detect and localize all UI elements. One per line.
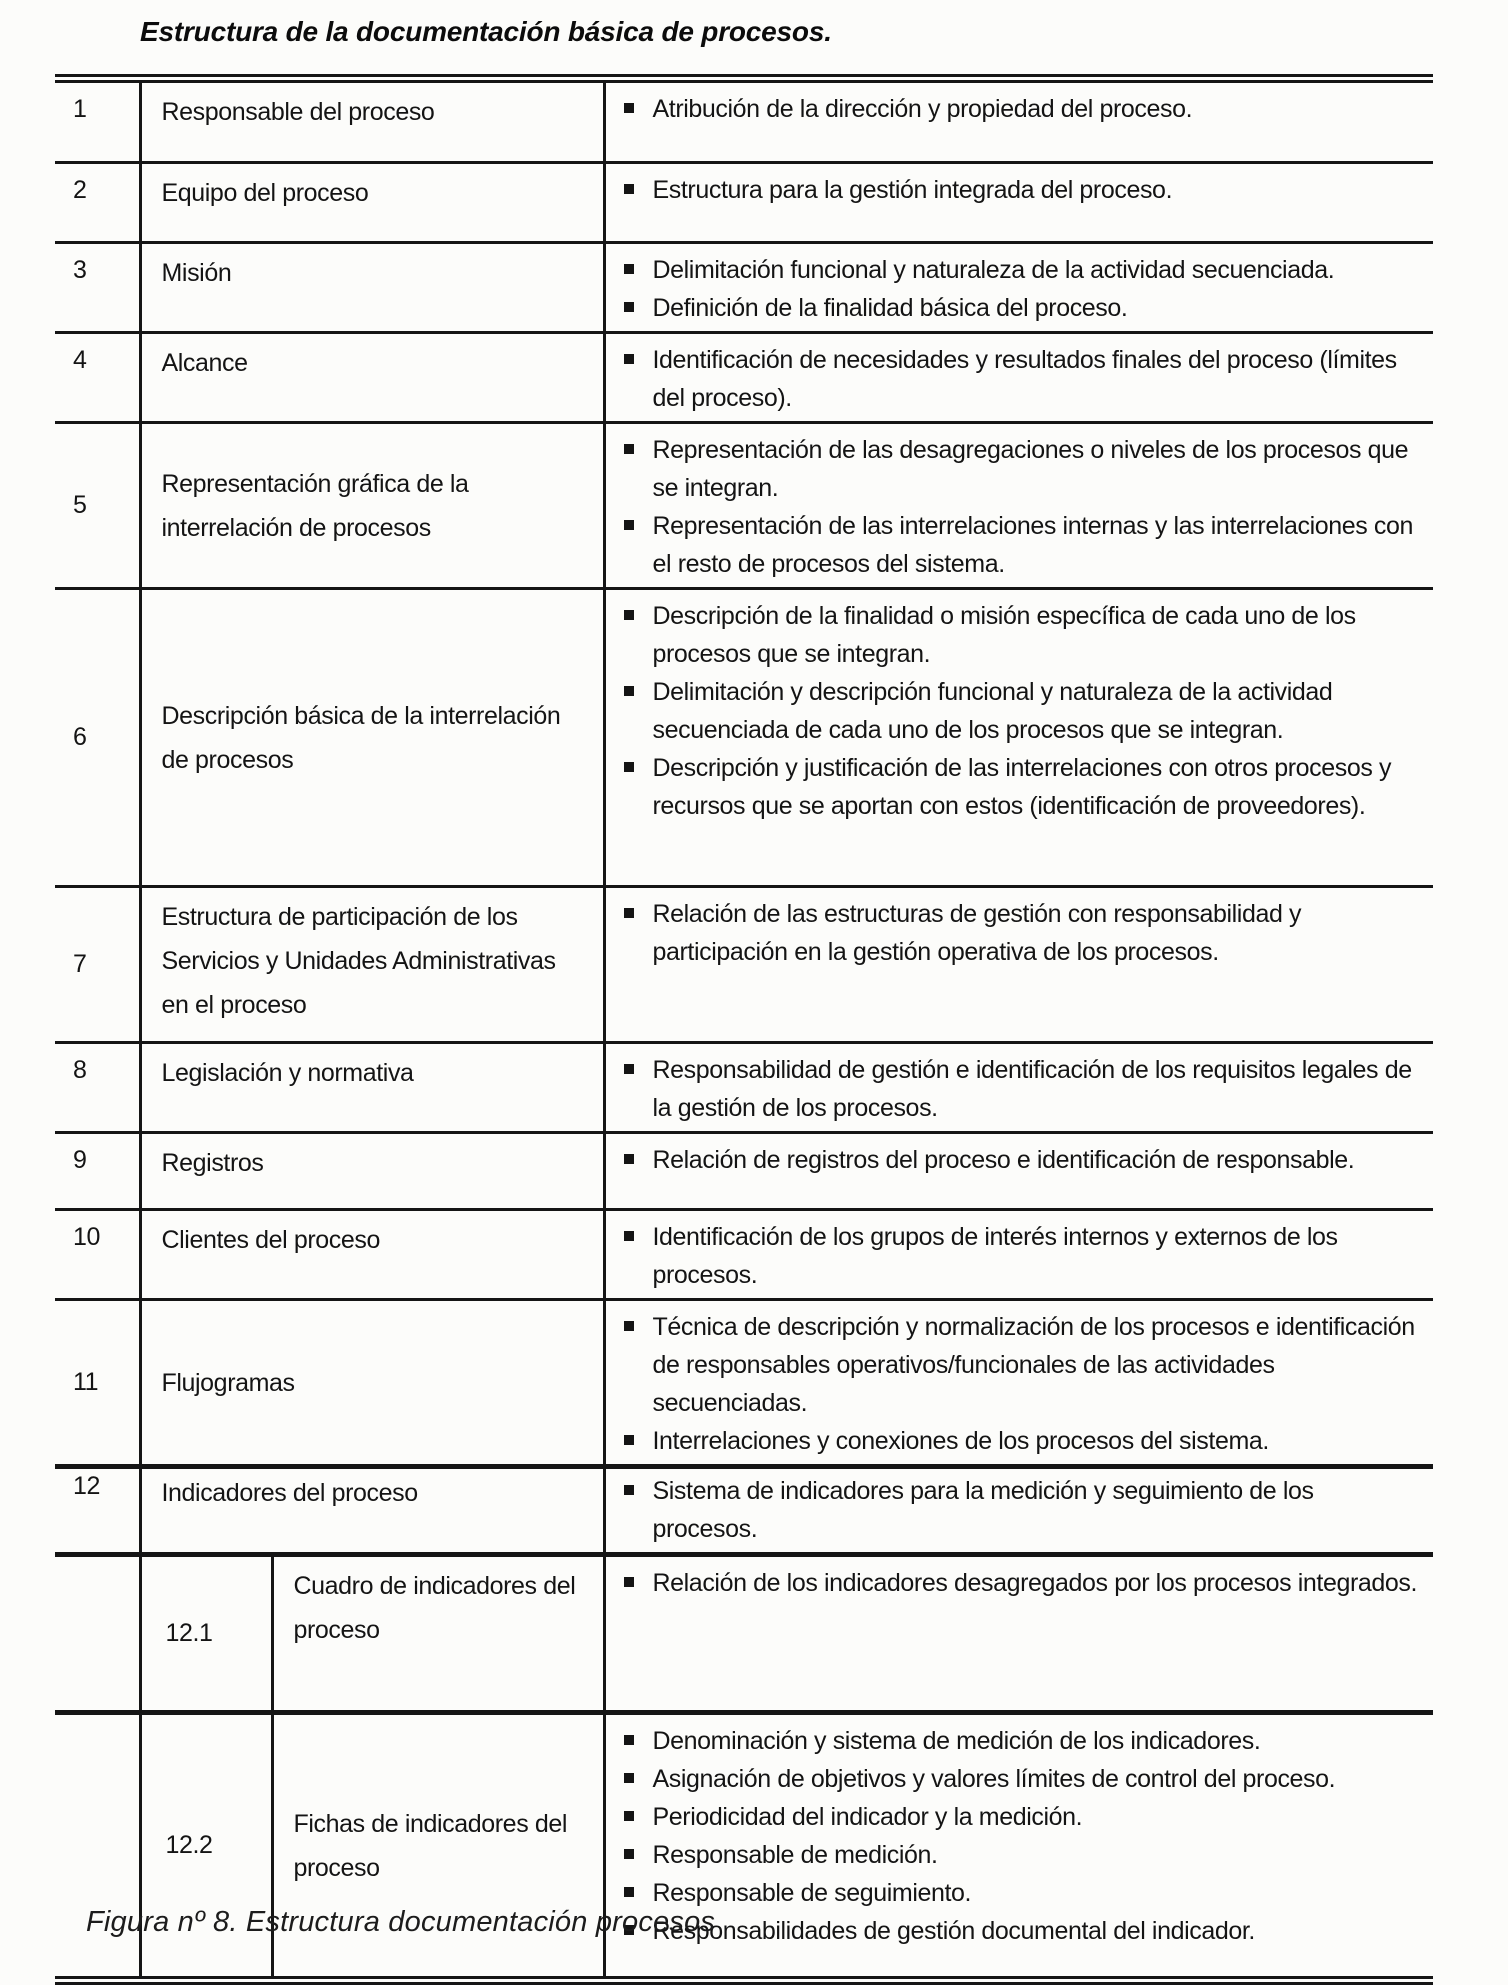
bullet-item <box>624 1141 1424 1179</box>
row-title: Clientes del proceso <box>161 1226 381 1254</box>
table-row <box>55 1300 1433 1467</box>
bullet-text: Relación de las estructuras de gestión con responsabilidad y participación en la gestión operativa de los procesos. <box>652 900 1302 966</box>
bullet-item <box>624 1760 1424 1798</box>
row-description-cell <box>604 1555 1433 1713</box>
row-number: 9 <box>73 1146 87 1174</box>
row-number: 12.1 <box>165 1619 213 1647</box>
row-number-cell <box>55 1300 140 1467</box>
bullet-item <box>624 597 1424 673</box>
row-number: 12 <box>73 1472 101 1500</box>
row-title-cell <box>272 1555 604 1713</box>
row-title-cell <box>140 163 604 243</box>
row-number: 5 <box>73 491 87 519</box>
bullet-item <box>624 673 1424 749</box>
bullet-text: Descripción de la finalidad o misión específica de cada uno de los procesos que se integran. <box>652 602 1356 668</box>
row-number-cell <box>55 163 140 243</box>
bullet-text: Responsable de medición. <box>652 1841 938 1869</box>
bullet-item <box>624 1218 1424 1294</box>
bullet-item <box>624 1422 1424 1460</box>
row-title: Flujogramas <box>161 1369 295 1397</box>
bullet-item <box>624 1051 1424 1127</box>
bullet-square-icon <box>624 1154 634 1164</box>
row-title-cell <box>140 1043 604 1133</box>
bullet-text: Estructura para la gestión integrada del proceso. <box>652 176 1173 204</box>
row-number-cell <box>55 1210 140 1300</box>
row-number: 7 <box>73 950 87 978</box>
figure-caption: Figura nº 8. Estructura documentación procesos <box>86 1906 716 1938</box>
row-title: Representación gráfica de la interrelación de procesos <box>161 470 469 542</box>
row-number-cell <box>55 887 140 1043</box>
bullet-item <box>624 1874 1424 1912</box>
row-title-cell <box>140 1467 604 1555</box>
row-title-cell <box>140 1210 604 1300</box>
row-title-cell <box>140 79 604 163</box>
bullet-text: Interrelaciones y conexiones de los procesos del sistema. <box>652 1427 1269 1455</box>
row-description-cell <box>604 79 1433 163</box>
bullet-item <box>624 1798 1424 1836</box>
bullet-text: Relación de los indicadores desagregados por los procesos integrados. <box>652 1569 1418 1597</box>
table-row <box>55 1133 1433 1210</box>
bullet-text: Responsabilidades de gestión documental del indicador. <box>652 1917 1255 1945</box>
bullet-text: Periodicidad del indicador y la medición. <box>652 1803 1083 1831</box>
row-description-cell <box>604 1467 1433 1555</box>
bullet-text: Definición de la finalidad básica del proceso. <box>652 294 1128 322</box>
row-number-cell <box>55 1043 140 1133</box>
bullet-text: Sistema de indicadores para la medición y seguimiento de los procesos. <box>652 1477 1314 1543</box>
row-title-cell <box>140 243 604 333</box>
row-number-cell <box>55 79 140 163</box>
row-description-cell <box>604 1300 1433 1467</box>
bullet-text: Descripción y justificación de las interrelaciones con otros procesos y recursos que se aportan con estos (identificación de proveedores). <box>652 754 1392 820</box>
row-title: Responsable del proceso <box>161 98 435 126</box>
bullet-square-icon <box>624 762 634 772</box>
bullet-text: Responsable de seguimiento. <box>652 1879 972 1907</box>
bullet-item <box>624 1564 1424 1602</box>
row-number: 8 <box>73 1056 87 1084</box>
row-description-cell <box>604 423 1433 589</box>
row-description-cell <box>604 887 1433 1043</box>
table-row <box>55 423 1433 589</box>
row-number: 4 <box>73 346 87 374</box>
row-title: Alcance <box>161 349 248 377</box>
bullet-square-icon <box>624 610 634 620</box>
bullet-square-icon <box>624 103 634 113</box>
bullet-square-icon <box>624 1887 634 1897</box>
bullet-text: Representación de las desagregaciones o niveles de los procesos que se integran. <box>652 436 1409 502</box>
table-row <box>55 243 1433 333</box>
bullet-text: Relación de registros del proceso e identificación de responsable. <box>652 1146 1355 1174</box>
page-title: Estructura de la documentación básica de procesos. <box>140 16 832 47</box>
row-number: 3 <box>73 256 87 284</box>
row-title-cell <box>140 1133 604 1210</box>
row-title-cell <box>140 1300 604 1467</box>
bullet-text: Delimitación funcional y naturaleza de la actividad secuenciada. <box>652 256 1335 284</box>
row-number-cell <box>55 1133 140 1210</box>
table-row <box>55 1210 1433 1300</box>
bullet-item <box>624 90 1424 128</box>
row-description-cell <box>604 1713 1433 1981</box>
bullet-text: Atribución de la dirección y propiedad del proceso. <box>652 95 1193 123</box>
bullet-item <box>624 895 1424 971</box>
row-title-cell <box>140 887 604 1043</box>
bullet-item <box>624 1472 1424 1548</box>
bullet-item <box>624 507 1424 583</box>
bullet-square-icon <box>624 908 634 918</box>
row-description-cell <box>604 333 1433 423</box>
bullet-text: Responsabilidad de gestión e identificación de los requisitos legales de la gestión de los procesos. <box>652 1056 1412 1122</box>
bullet-square-icon <box>624 1064 634 1074</box>
bullet-item <box>624 1912 1424 1950</box>
row-title-cell <box>140 589 604 887</box>
table-row <box>55 1713 1433 1981</box>
row-title-cell <box>140 333 604 423</box>
table-row <box>55 79 1433 163</box>
table-row <box>55 163 1433 243</box>
table-row <box>55 589 1433 887</box>
bullet-square-icon <box>624 444 634 454</box>
bullet-item <box>624 431 1424 507</box>
bullet-square-icon <box>624 1321 634 1331</box>
table-row <box>55 887 1433 1043</box>
row-number-cell <box>55 1467 140 1555</box>
row-subnumber-cell <box>140 1555 272 1713</box>
bullet-item <box>624 289 1424 327</box>
row-description-cell <box>604 243 1433 333</box>
bullet-text: Técnica de descripción y normalización de los procesos e identificación de responsables operativos/funcionales de las actividades secuenciadas. <box>652 1313 1415 1417</box>
process-documentation-table <box>55 74 1433 1985</box>
row-number-cell <box>55 333 140 423</box>
row-number-cell <box>55 1555 140 1713</box>
row-title: Legislación y normativa <box>161 1059 414 1087</box>
row-description-cell <box>604 589 1433 887</box>
bullet-item <box>624 749 1424 825</box>
row-description-cell <box>604 1133 1433 1210</box>
bullet-square-icon <box>624 302 634 312</box>
row-number: 11 <box>73 1368 99 1396</box>
bullet-item <box>624 251 1424 289</box>
row-title: Equipo del proceso <box>161 179 369 207</box>
bullet-square-icon <box>624 354 634 364</box>
bullet-text: Delimitación y descripción funcional y naturaleza de la actividad secuenciada de cada uno de los procesos que se integran. <box>652 678 1333 744</box>
row-title: Cuadro de indicadores del proceso <box>293 1572 576 1644</box>
row-title: Fichas de indicadores del proceso <box>293 1810 567 1882</box>
bullet-square-icon <box>624 1485 634 1495</box>
row-title: Registros <box>161 1149 264 1177</box>
row-title-cell <box>272 1713 604 1981</box>
row-number: 6 <box>73 723 87 751</box>
row-subnumber-cell <box>140 1713 272 1981</box>
row-title: Descripción básica de la interrelación de procesos <box>161 702 561 774</box>
row-number: 10 <box>73 1223 101 1251</box>
bullet-text: Denominación y sistema de medición de los indicadores. <box>652 1727 1261 1755</box>
row-number-cell <box>55 423 140 589</box>
row-description-cell <box>604 1210 1433 1300</box>
table-row <box>55 333 1433 423</box>
bullet-item <box>624 1308 1424 1422</box>
bullet-square-icon <box>624 264 634 274</box>
row-description-cell <box>604 163 1433 243</box>
row-number: 2 <box>73 176 87 204</box>
row-number-cell <box>55 589 140 887</box>
bullet-square-icon <box>624 1735 634 1745</box>
bullet-item <box>624 1722 1424 1760</box>
bullet-text: Asignación de objetivos y valores límites de control del proceso. <box>652 1765 1336 1793</box>
bullet-text: Identificación de necesidades y resultados finales del proceso (límites del proceso). <box>652 346 1397 412</box>
bullet-item <box>624 171 1424 209</box>
bullet-square-icon <box>624 1435 634 1445</box>
row-title-cell <box>140 423 604 589</box>
bullet-text: Representación de las interrelaciones internas y las interrelaciones con el resto de procesos del sistema. <box>652 512 1414 578</box>
bullet-square-icon <box>624 1849 634 1859</box>
bullet-square-icon <box>624 520 634 530</box>
row-number: 12.2 <box>165 1831 213 1859</box>
row-title: Misión <box>161 259 232 287</box>
bullet-item <box>624 341 1424 417</box>
bullet-item <box>624 1836 1424 1874</box>
row-title: Indicadores del proceso <box>161 1479 418 1507</box>
bullet-square-icon <box>624 1231 634 1241</box>
table-row <box>55 1555 1433 1713</box>
row-number-cell <box>55 1713 140 1981</box>
row-number: 1 <box>73 95 87 123</box>
bullet-square-icon <box>624 1773 634 1783</box>
table-row <box>55 1043 1433 1133</box>
bullet-square-icon <box>624 184 634 194</box>
bullet-text: Identificación de los grupos de interés internos y externos de los procesos. <box>652 1223 1338 1289</box>
bullet-square-icon <box>624 1811 634 1821</box>
bullet-square-icon <box>624 1577 634 1587</box>
bullet-square-icon <box>624 686 634 696</box>
row-title: Estructura de participación de los Servicios y Unidades Administrativas en el proceso <box>161 903 556 1019</box>
row-number-cell <box>55 243 140 333</box>
table-row <box>55 1467 1433 1555</box>
row-description-cell <box>604 1043 1433 1133</box>
